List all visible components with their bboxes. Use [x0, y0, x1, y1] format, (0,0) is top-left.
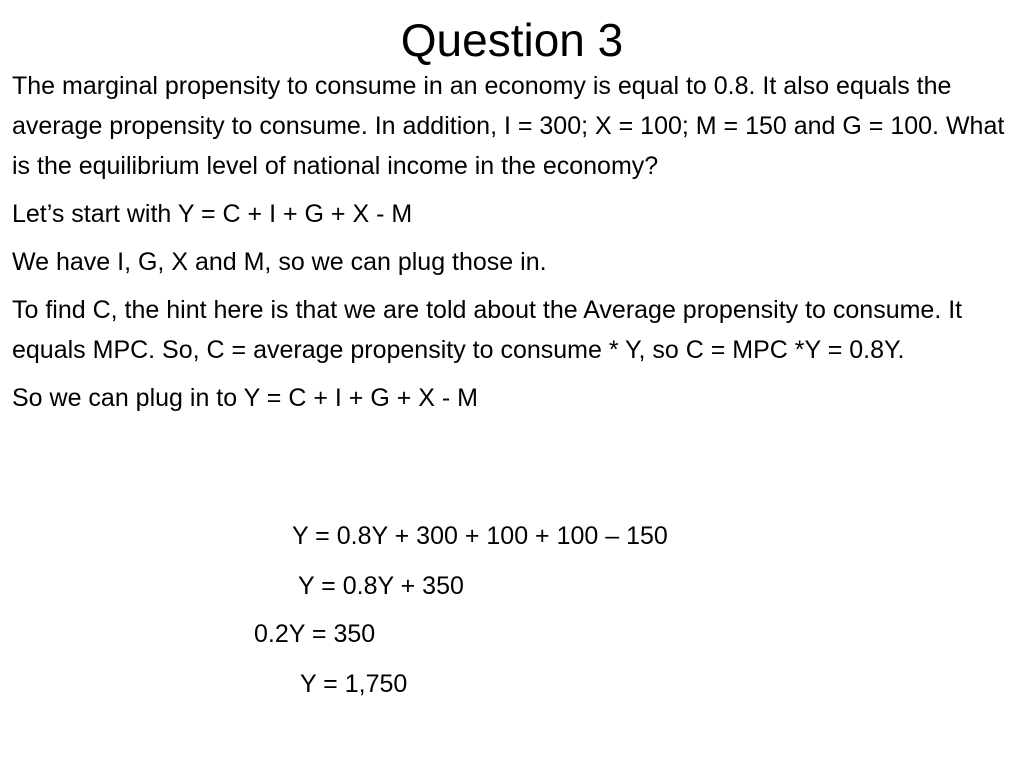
plug-in-text: So we can plug in to Y = C + I + G + X - M — [12, 384, 478, 412]
known-values-text: We have I, G, X and M, so we can plug those in. — [12, 248, 547, 276]
equation-step-2: Y = 0.8Y + 350 — [298, 572, 464, 600]
slide-body — [12, 66, 1012, 426]
start-equation-text: Let’s start with Y = C + I + G + X - M — [12, 200, 413, 228]
consumption-hint-text: To find C, the hint here is that we are told about the Average propensity to consume. It equals MPC. So, C = average propensity to consume * Y, so C = MPC *Y = 0.8Y. — [12, 296, 963, 364]
slide-title: Question 3 — [400, 14, 624, 66]
equation-step-1: Y = 0.8Y + 300 + 100 + 100 – 150 — [292, 522, 668, 550]
question-text: The marginal propensity to consume in an economy is equal to 0.8. It also equals the average propensity to consume. In addition, I = 300; X = 100; M = 150 and G = 100. What is the equilibrium level of national income in the economy? — [12, 72, 1005, 180]
equation-step-3: 0.2Y = 350 — [254, 620, 376, 648]
equation-result: Y = 1,750 — [300, 670, 408, 698]
